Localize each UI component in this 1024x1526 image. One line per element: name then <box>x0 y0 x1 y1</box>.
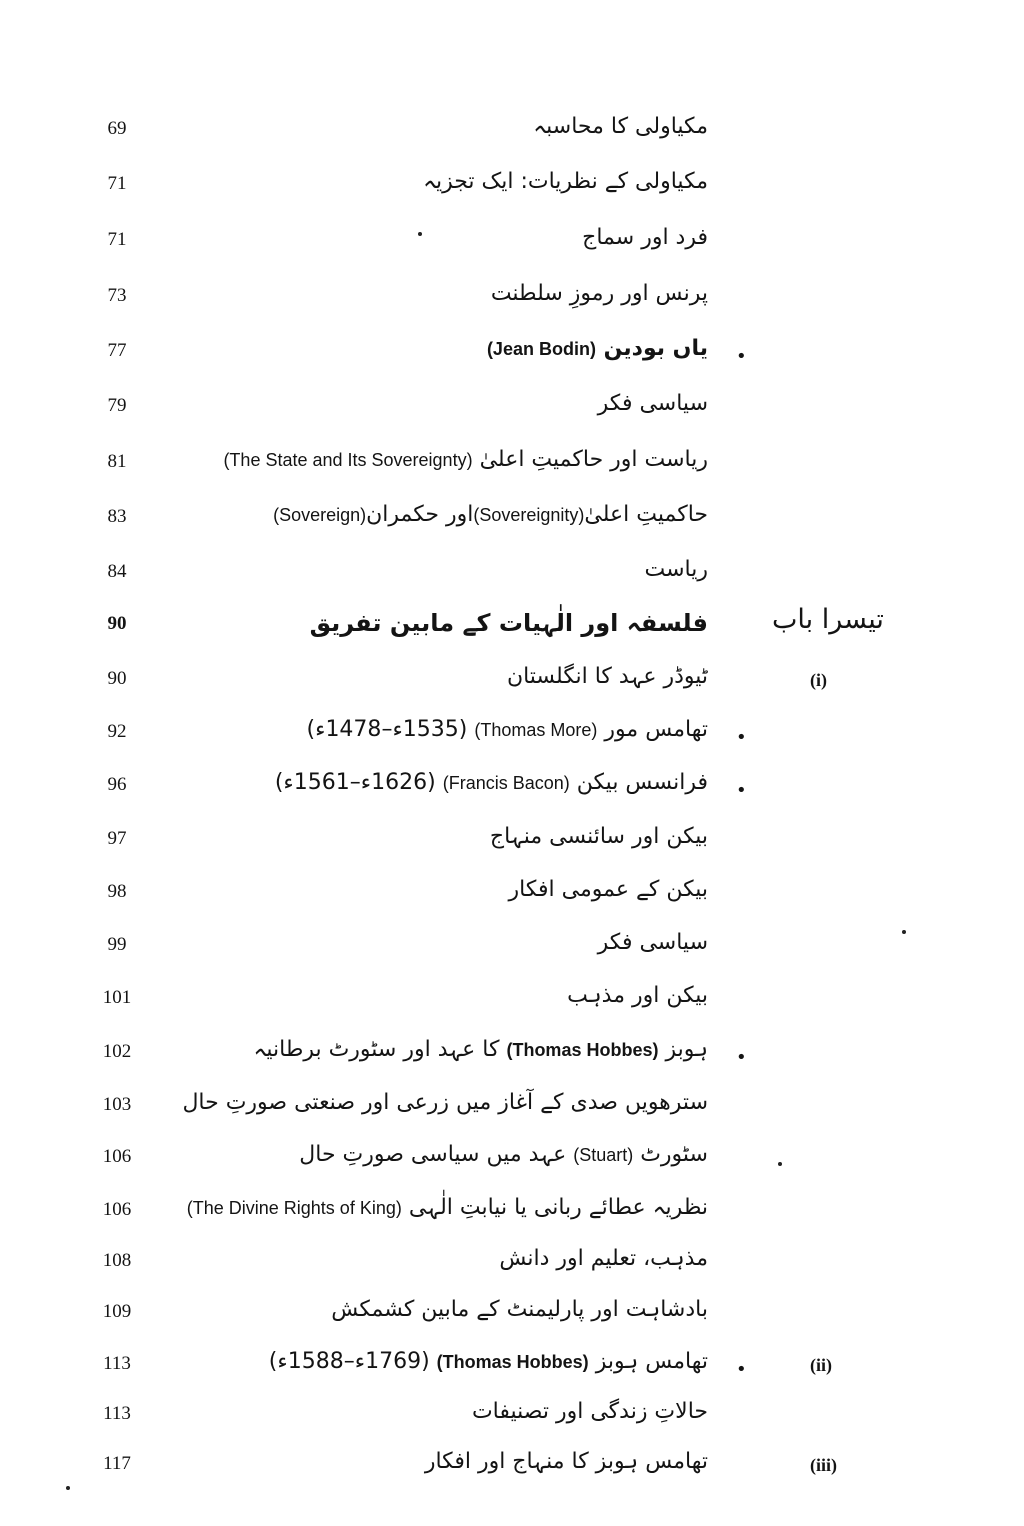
toc-entry-title: مذہب، تعلیم اور دانش <box>499 1246 708 1271</box>
toc-row <box>0 1037 1024 1077</box>
chapter-heading: تیسرا باب <box>772 604 884 635</box>
page-number: 109 <box>102 1301 132 1322</box>
toc-row <box>0 1449 1024 1489</box>
page-number: 92 <box>107 721 127 742</box>
english-title: (Thomas Hobbes) <box>506 1040 659 1060</box>
english-title-2: (Sovereign) <box>273 505 367 525</box>
page-number: 90 <box>107 613 127 634</box>
toc-entry-title: سترھویں صدی کے آغاز میں زرعی اور صنعتی صورتِ حال <box>182 1090 708 1115</box>
toc-entry-title: بیکن اور مذہب <box>567 983 708 1008</box>
toc-row <box>0 1195 1024 1235</box>
page-number: 113 <box>103 1353 131 1374</box>
urdu-title: ریاست اور حاکمیتِ اعلیٰ <box>479 447 708 472</box>
urdu-title: فرانسس بیکن <box>576 770 708 795</box>
page-number: 69 <box>107 118 127 139</box>
toc-row <box>0 1090 1024 1130</box>
english-title: (Thomas Hobbes) <box>436 1352 589 1372</box>
toc-entry-title <box>273 502 708 527</box>
toc-row <box>0 1246 1024 1286</box>
section-label: (ii) <box>810 1355 832 1375</box>
toc-entry-title: مکیاولی کے نظریات: ایک تجزیہ <box>423 169 708 194</box>
toc-row <box>0 717 1024 757</box>
toc-row <box>0 983 1024 1023</box>
urdu-title: ہوبز <box>665 1037 708 1062</box>
english-title: (Jean Bodin) <box>486 339 596 359</box>
bullet-marker: • <box>736 727 747 748</box>
bullet-marker: • <box>736 780 747 801</box>
toc-row <box>0 770 1024 810</box>
toc-entry-title: سیاسی فکر <box>597 391 708 416</box>
toc-row <box>0 447 1024 487</box>
page-number: 106 <box>102 1199 132 1220</box>
urdu-title: یاں بودین <box>603 336 708 361</box>
toc-entry-title: ٹیوڈر عہد کا انگلستان <box>506 664 708 689</box>
page-number: 90 <box>107 668 127 689</box>
toc-entry-title <box>187 1195 708 1220</box>
section-label: (i) <box>810 670 827 690</box>
toc-entry-title: ریاست <box>644 557 708 582</box>
print-speck <box>418 232 422 236</box>
toc-entry-title: پرنس اور رموزِ سلطنت <box>490 281 708 306</box>
print-speck <box>902 930 906 934</box>
toc-row <box>0 1349 1024 1389</box>
toc-entry-title: مکیاولی کا محاسبہ <box>533 114 708 139</box>
page-number: 79 <box>107 395 127 416</box>
toc-row <box>0 502 1024 542</box>
page-number: 99 <box>107 934 127 955</box>
toc-entry-title <box>269 1349 708 1374</box>
page-number: 102 <box>102 1041 132 1062</box>
toc-entry-title <box>487 336 708 361</box>
english-title: (The State and Its Sovereignty) <box>223 450 473 470</box>
bullet-marker: • <box>736 1047 747 1068</box>
page-number: 84 <box>107 561 127 582</box>
toc-row <box>0 1297 1024 1337</box>
toc-entry-title <box>253 1037 708 1062</box>
toc-row <box>0 664 1024 704</box>
toc-row <box>0 281 1024 321</box>
urdu-title: نظریہ عطائے ربانی یا نیابتِ الٰہی <box>408 1195 708 1220</box>
dates: (1626ء–1561ء) <box>274 770 436 795</box>
toc-entry-title: حالاتِ زندگی اور تصنیفات <box>471 1399 708 1424</box>
english-title: (Stuart) <box>573 1145 634 1165</box>
english-title: (Thomas More) <box>474 720 598 740</box>
english-title: (The Divine Rights of King) <box>186 1198 402 1218</box>
page-number: 96 <box>107 774 127 795</box>
toc-entry-title: سیاسی فکر <box>597 930 708 955</box>
toc-entry-title <box>307 717 709 742</box>
toc-row <box>0 225 1024 265</box>
dates: (1769ء–1588ء) <box>268 1349 430 1374</box>
toc-entry-title: بیکن اور سائنسی منہاج <box>489 824 708 849</box>
urdu-title: تھامس ہوبز <box>595 1349 708 1374</box>
english-title: (Sovereignity) <box>473 505 585 525</box>
toc-entry-title <box>275 770 708 795</box>
toc-row <box>0 114 1024 154</box>
page-number: 98 <box>107 881 127 902</box>
print-speck <box>778 1162 782 1166</box>
dates: (1535ء–1478ء) <box>306 717 468 742</box>
toc-row <box>0 877 1024 917</box>
page-number: 113 <box>103 1403 131 1424</box>
toc-row <box>0 557 1024 597</box>
print-speck <box>66 1486 70 1490</box>
page-number: 83 <box>107 506 127 527</box>
urdu-title-continued: اور حکمران <box>366 502 474 527</box>
toc-entry-title: فرد اور سماج <box>582 225 708 250</box>
toc-row <box>0 391 1024 431</box>
bullet-marker: • <box>736 1359 747 1380</box>
page-number: 103 <box>102 1094 132 1115</box>
page-number: 97 <box>107 828 127 849</box>
urdu-title-continued: عہد میں سیاسی صورتِ حال <box>299 1142 567 1167</box>
page-number: 108 <box>102 1250 132 1271</box>
page-number: 71 <box>107 173 127 194</box>
urdu-title: تھامس مور <box>604 717 708 742</box>
bullet-marker: • <box>736 346 747 367</box>
page-number: 73 <box>107 285 127 306</box>
toc-row <box>0 930 1024 970</box>
toc-entry-title: بادشاہت اور پارلیمنٹ کے مابین کشمکش <box>331 1297 708 1322</box>
page-number: 106 <box>102 1146 132 1167</box>
page-number: 71 <box>107 229 127 250</box>
page-number: 81 <box>107 451 127 472</box>
page-number: 77 <box>107 340 127 361</box>
urdu-title: سٹورٹ <box>640 1142 708 1167</box>
urdu-title: حاکمیتِ اعلیٰ <box>584 502 708 527</box>
toc-entry-title: بیکن کے عمومی افکار <box>508 877 708 902</box>
toc-row <box>0 336 1024 376</box>
toc-entry-title <box>299 1142 708 1167</box>
section-label: (iii) <box>810 1455 837 1475</box>
english-title: (Francis Bacon) <box>442 773 570 793</box>
page-number: 101 <box>102 987 132 1008</box>
toc-row <box>0 1142 1024 1182</box>
toc-row <box>0 1399 1024 1439</box>
toc-entry-title: تھامس ہوبز کا منہاج اور افکار <box>424 1449 708 1474</box>
toc-row <box>0 609 1024 649</box>
toc-row <box>0 169 1024 209</box>
toc-row <box>0 824 1024 864</box>
chapter-title: فلسفہ اور الٰہیات کے مابین تفریق <box>309 609 708 637</box>
page-number: 117 <box>103 1453 131 1474</box>
urdu-title-continued: کا عہد اور سٹورٹ برطانیہ <box>253 1037 500 1062</box>
toc-entry-title <box>223 447 708 472</box>
